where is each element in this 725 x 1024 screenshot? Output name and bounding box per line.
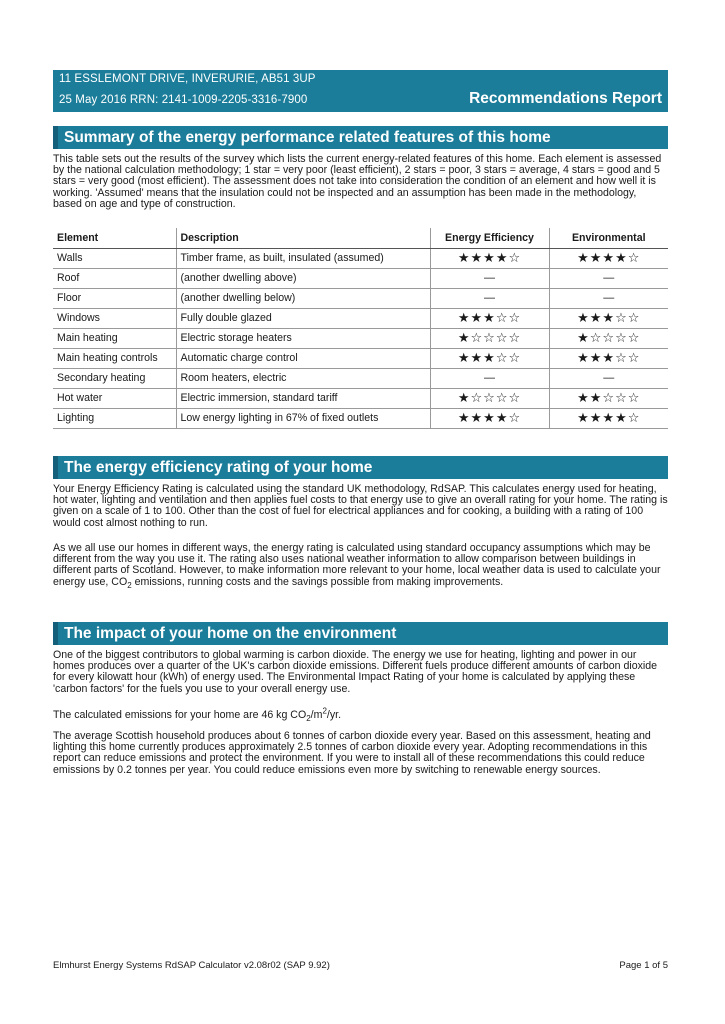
- efficiency-heading: The energy efficiency rating of your home: [53, 456, 668, 479]
- column-header-description: Description: [176, 228, 430, 248]
- environmental-rating-stars: ★★★★☆: [549, 248, 668, 268]
- table-row: [53, 388, 668, 408]
- energy-rating-dash: —: [430, 368, 549, 388]
- table-row: [53, 268, 668, 288]
- environmental-rating-stars: ★★☆☆☆: [549, 388, 668, 408]
- element-cell: Hot water: [53, 388, 176, 408]
- energy-rating-stars: ★★★★☆: [430, 408, 549, 428]
- column-header-energy-efficiency: Energy Efficiency: [430, 228, 549, 248]
- features-table: [53, 228, 668, 429]
- environmental-rating-stars: ★☆☆☆☆: [549, 328, 668, 348]
- footer-page-number: Page 1 of 5: [619, 960, 668, 971]
- element-cell: Main heating controls: [53, 348, 176, 368]
- m2-superscript: 2: [322, 706, 327, 716]
- element-cell: Main heating: [53, 328, 176, 348]
- table-row: [53, 348, 668, 368]
- description-cell: Fully double glazed: [176, 308, 430, 328]
- environmental-rating-stars: ★★★★☆: [549, 408, 668, 428]
- environment-paragraph-1: One of the biggest contributors to global warming is carbon dioxide. The energy we use for heating, lighting and power in our homes produces over a quarter of the UK's carbon dioxide emissions. Different fuels produce different amounts of carbon dioxide for every kilowatt hour (kWh) of energy used. The Environmental Impact Rating of your home is calculated by applying these 'carbon factors' for the fuels you use to your overall energy use.: [53, 649, 658, 695]
- table-row: [53, 408, 668, 428]
- report-title: Recommendations Report: [469, 90, 662, 107]
- energy-rating-stars: ★★★☆☆: [430, 348, 549, 368]
- emissions-text-c: /yr.: [326, 709, 342, 721]
- description-cell: Electric immersion, standard tariff: [176, 388, 430, 408]
- description-cell: Low energy lighting in 67% of fixed outlets: [176, 408, 430, 428]
- footer-software: Elmhurst Energy Systems RdSAP Calculator v2.08r02 (SAP 9.92): [53, 960, 330, 971]
- date-and-rrn: 25 May 2016 RRN: 2141-1009-2205-3316-7900: [59, 94, 308, 106]
- report-header: [53, 70, 668, 112]
- efficiency-p2-text-a: As we all use our homes in different ways, the energy rating is calculated using standard occupancy assumptions which may be different from the way you use it. The rating also uses national weather information to allow comparison between buildings in different parts of Scotland. However, to make information more relevant to your home, local weather data is used to calculate your energy use, CO: [53, 542, 661, 588]
- energy-rating-stars: ★★★★☆: [430, 248, 549, 268]
- efficiency-paragraph-1: Your Energy Efficiency Rating is calculated using the standard UK methodology, RdSAP. This calculates energy used for heating, hot water, lighting and ventilation and then applies fuel costs to that energy use to give an overall rating for your home. The rating is given on a scale of 1 to 100. Other than the cost of fuel for electrical appliances and for cooking, a building with a rating of 100 would cost almost nothing to run.: [53, 483, 668, 529]
- summary-intro: This table sets out the results of the survey which lists the current energy-related features of this home. Each element is assessed by the national calculation methodology; 1 star = very poor (least efficient), 2 stars = poor, 3 stars = average, 4 stars = good and 5 stars = very good (most efficient). The assessment does not take into consideration the condition of an element and how well it is working. 'Assumed' means that the insulation could not be inspected and an assumption has been made in the methodology, based on age and type of construction.: [53, 153, 662, 210]
- environmental-rating-dash: —: [549, 368, 668, 388]
- element-cell: Windows: [53, 308, 176, 328]
- emissions-text-a: The calculated emissions for your home are 46 kg CO: [53, 709, 307, 721]
- environment-paragraph-3: The average Scottish household produces about 6 tonnes of carbon dioxide every year. Based on this assessment, heating and lighting this home currently produces approximately 2.5 tonnes of carbon dioxide every year. Adopting recommendations in this report can reduce emissions and protect the environment. If you were to install all of these recommendations this could reduce emissions by 0.2 tonnes per year. You could reduce emissions even more by switching to renewable energy sources.: [53, 730, 651, 776]
- element-cell: Lighting: [53, 408, 176, 428]
- description-cell: (another dwelling below): [176, 288, 430, 308]
- description-cell: (another dwelling above): [176, 268, 430, 288]
- description-cell: Electric storage heaters: [176, 328, 430, 348]
- energy-rating-dash: —: [430, 288, 549, 308]
- table-row: [53, 328, 668, 348]
- environment-heading: The impact of your home on the environment: [53, 622, 668, 645]
- column-header-environmental: Environmental: [549, 228, 668, 248]
- environmental-rating-stars: ★★★☆☆: [549, 348, 668, 368]
- energy-rating-stars: ★☆☆☆☆: [430, 388, 549, 408]
- description-cell: Room heaters, electric: [176, 368, 430, 388]
- efficiency-paragraph-2: [53, 543, 668, 588]
- energy-rating-stars: ★★★☆☆: [430, 308, 549, 328]
- environmental-rating-stars: ★★★☆☆: [549, 308, 668, 328]
- element-cell: Walls: [53, 248, 176, 268]
- table-header-row: [53, 228, 668, 248]
- table-row: [53, 308, 668, 328]
- efficiency-p2-text-b: emissions, running costs and the savings possible from making improvements.: [131, 575, 504, 588]
- energy-rating-stars: ★☆☆☆☆: [430, 328, 549, 348]
- table-row: [53, 288, 668, 308]
- element-cell: Floor: [53, 288, 176, 308]
- co2-subscript: 2: [306, 714, 311, 724]
- emissions-text-b: /m: [310, 709, 323, 721]
- element-cell: Secondary heating: [53, 368, 176, 388]
- co2-subscript: 2: [127, 580, 132, 590]
- element-cell: Roof: [53, 268, 176, 288]
- energy-rating-dash: —: [430, 268, 549, 288]
- description-cell: Automatic charge control: [176, 348, 430, 368]
- table-row: [53, 248, 668, 268]
- table-row: [53, 368, 668, 388]
- column-header-element: Element: [53, 228, 176, 248]
- environment-paragraph-2: [53, 706, 668, 724]
- environmental-rating-dash: —: [549, 288, 668, 308]
- environmental-rating-dash: —: [549, 268, 668, 288]
- property-address: 11 ESSLEMONT DRIVE, INVERURIE, AB51 3UP: [59, 73, 316, 85]
- description-cell: Timber frame, as built, insulated (assumed): [176, 248, 430, 268]
- summary-heading: Summary of the energy performance related features of this home: [53, 126, 668, 149]
